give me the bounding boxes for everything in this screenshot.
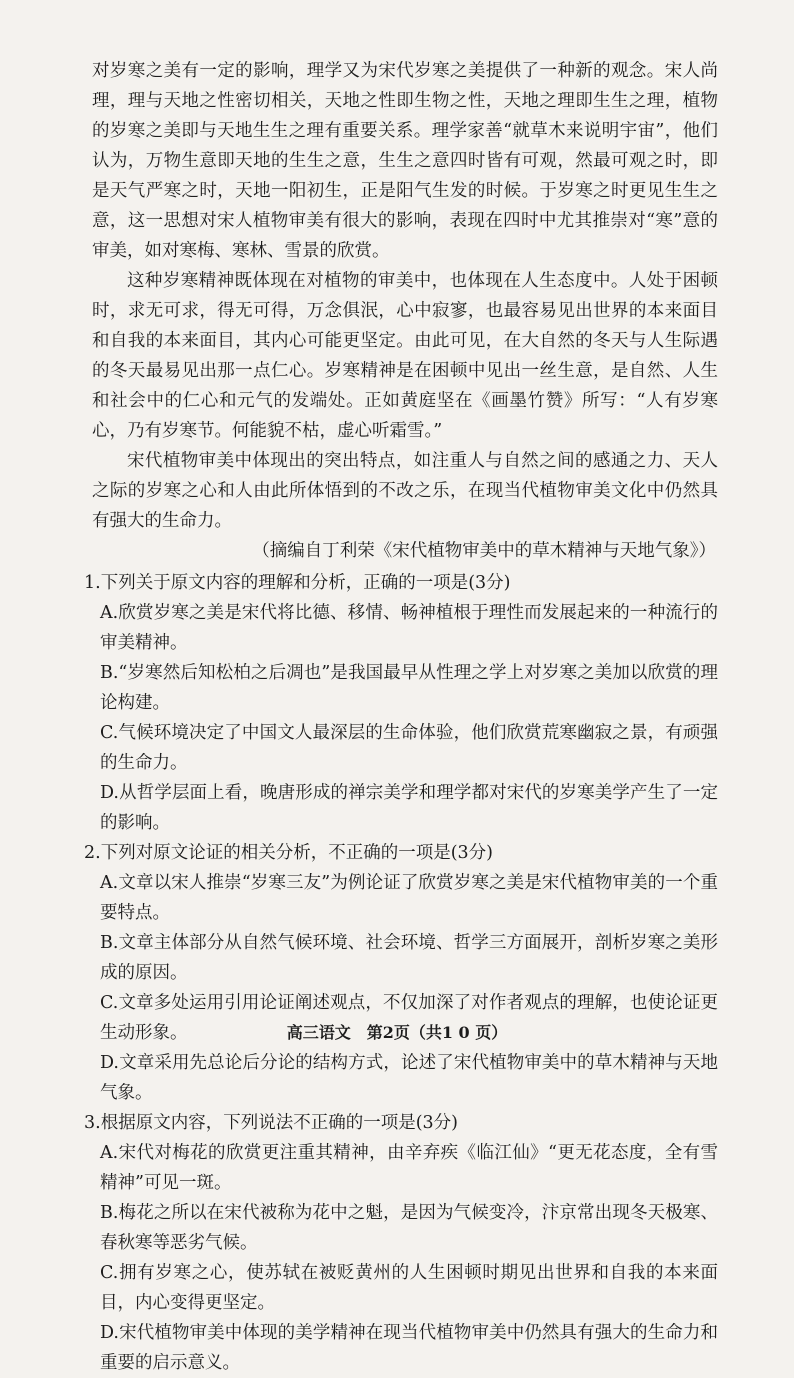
option-a: A.欣赏岁寒之美是宋代将比德、移情、畅神植根于理性而发展起来的一种流行的审美精神。 bbox=[100, 603, 718, 653]
option-b: B.梅花之所以在宋代被称为花中之魁，是因为气候变冷，汴京常出现冬天极寒、春秋寒等恶劣气候。 bbox=[100, 1203, 718, 1253]
option-d: D.文章采用先总论后分论的结构方式，论述了宋代植物审美中的草木精神与天地气象。 bbox=[100, 1053, 718, 1103]
option-d: D.宋代植物审美中体现的美学精神在现当代植物审美中仍然具有强大的生命力和重要的启示意义。 bbox=[100, 1323, 718, 1373]
passage-paragraph: 对岁寒之美有一定的影响，理学又为宋代岁寒之美提供了一种新的观念。宋人尚理，理与天地之性密切相关，天地之性即生物之性，天地之理即生生之理，植物的岁寒之美即与天地生生之理有重要关系。理学家善“就草木来说明宇宙”，他们认为，万物生意即天地的生生之意，生生之意四时皆有可观，然最可观之时，即是天气严寒之时，天地一阳初生，正是阳气生发的时候。于岁寒之时更见生生之意，这一思想对宋人植物审美有很大的影响，表现在四时中尤其推崇对“寒”意的审美，如对寒梅、寒林、雪景的欣赏。 bbox=[92, 61, 718, 261]
question-1 bbox=[84, 568, 718, 838]
option-d: D.从哲学层面上看，晚唐形成的禅宗美学和理学都对宋代的岁寒美学产生了一定的影响。 bbox=[100, 783, 718, 833]
passage-source: （摘编自丁利荣《宋代植物审美中的草木精神与天地气象》） bbox=[252, 541, 716, 561]
question-stem: 2.下列对原文论证的相关分析，不正确的一项是(3分) bbox=[84, 843, 493, 863]
option-c: C.文章多处运用引用论证阐述观点，不仅加深了对作者观点的理解，也使论证更生动形象。 bbox=[100, 993, 718, 1043]
question-3 bbox=[84, 1108, 718, 1378]
question-stem: 3.根据原文内容，下列说法不正确的一项是(3分) bbox=[84, 1113, 458, 1133]
option-c: C.拥有岁寒之心，使苏轼在被贬黄州的人生困顿时期见出世界和自我的本来面目，内心变得更坚定。 bbox=[100, 1263, 718, 1313]
option-c: C.气候环境决定了中国文人最深层的生命体验，他们欣赏荒寒幽寂之景，有顽强的生命力。 bbox=[100, 723, 718, 773]
passage-paragraph: 这种岁寒精神既体现在对植物的审美中，也体现在人生态度中。人处于困顿时，求无可求，得无可得，万念俱泯，心中寂寥，也最容易见出世界的本来面目和自我的本来面目，其内心可能更坚定。由此可见，在大自然的冬天与人生际遇的冬天最易见出那一点仁心。岁寒精神是在困顿中见出一丝生意，是自然、人生和社会中的仁心和元气的发端处。正如黄庭坚在《画墨竹赞》所写：“人有岁寒心，乃有岁寒节。何能貌不枯，虚心听霜雪。” bbox=[92, 271, 718, 441]
reading-passage bbox=[92, 56, 718, 566]
option-a: A.宋代对梅花的欣赏更注重其精神，由辛弃疾《临江仙》“更无花态度，全有雪精神”可见一斑。 bbox=[100, 1143, 718, 1193]
option-b: B.“岁寒然后知松柏之后凋也”是我国最早从性理之学上对岁寒之美加以欣赏的理论构建。 bbox=[100, 663, 718, 713]
page-footer: 高三语文 第2页（共1 0 页） bbox=[286, 1023, 508, 1042]
passage-paragraph: 宋代植物审美中体现出的突出特点，如注重人与自然之间的感通之力、天人之际的岁寒之心和人由此所体悟到的不改之乐，在现当代植物审美文化中仍然具有强大的生命力。 bbox=[92, 451, 718, 531]
question-stem: 1.下列关于原文内容的理解和分析，正确的一项是(3分) bbox=[84, 573, 511, 593]
option-a: A.文章以宋人推崇“岁寒三友”为例论证了欣赏岁寒之美是宋代植物审美的一个重要特点。 bbox=[100, 873, 718, 923]
option-b: B.文章主体部分从自然气候环境、社会环境、哲学三方面展开，剖析岁寒之美形成的原因。 bbox=[100, 933, 718, 983]
question-2 bbox=[84, 838, 718, 1108]
